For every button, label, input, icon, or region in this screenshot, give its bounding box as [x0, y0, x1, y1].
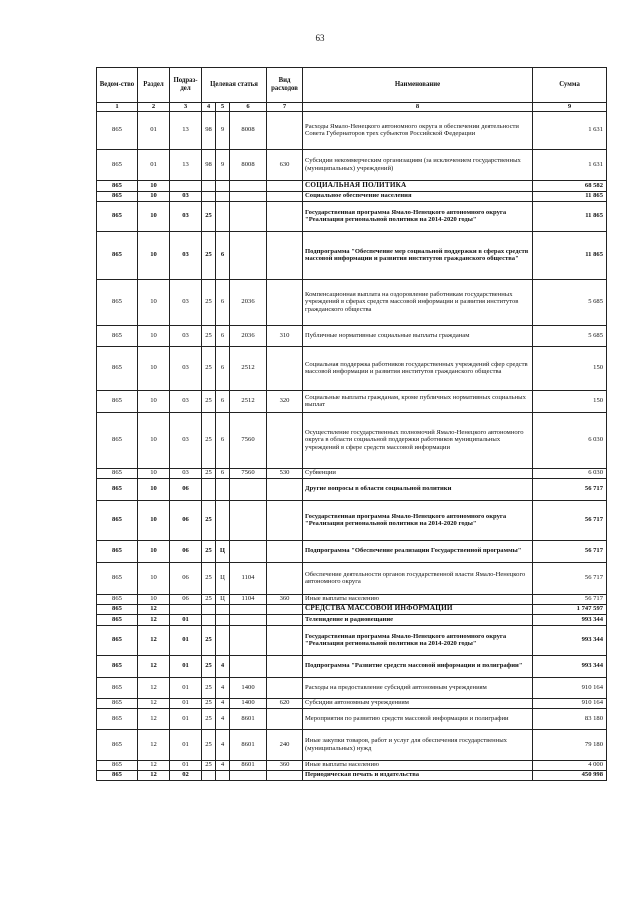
expense-type-cell: 360 [267, 594, 303, 604]
program-code-cell [202, 614, 216, 625]
article-code-cell: 2512 [230, 390, 267, 412]
article-code-cell [230, 614, 267, 625]
table-row [97, 201, 607, 231]
table-row [97, 468, 607, 478]
article-code-cell: 1104 [230, 594, 267, 604]
expense-type-cell [267, 412, 303, 468]
subprogram-code-cell [216, 625, 230, 655]
table-row [97, 412, 607, 468]
expense-type-cell [267, 604, 303, 614]
table-row [97, 614, 607, 625]
name-cell: Периодическая печать и издательства [303, 770, 533, 780]
expense-type-cell [267, 191, 303, 201]
vedomstvo-cell: 865 [97, 604, 138, 614]
program-code-cell: 25 [202, 655, 216, 677]
sum-cell: 150 [533, 346, 607, 390]
vedomstvo-cell: 865 [97, 468, 138, 478]
subprogram-code-cell: 6 [216, 279, 230, 325]
sum-cell: 1 631 [533, 111, 607, 149]
sum-cell: 5 685 [533, 325, 607, 346]
header-podrazdel: Подраз-дел [170, 68, 202, 103]
expense-type-cell: 310 [267, 325, 303, 346]
subprogram-code-cell: 4 [216, 698, 230, 708]
sum-cell: 56 717 [533, 594, 607, 604]
column-number: 6 [230, 103, 267, 112]
article-code-cell [230, 655, 267, 677]
razdel-cell: 10 [138, 346, 170, 390]
table-row [97, 478, 607, 500]
table-row [97, 540, 607, 562]
razdel-cell: 12 [138, 614, 170, 625]
page-number: 63 [315, 33, 325, 43]
article-code-cell [230, 770, 267, 780]
vedomstvo-cell: 865 [97, 729, 138, 760]
table-row [97, 111, 607, 149]
program-code-cell: 25 [202, 729, 216, 760]
expense-type-cell [267, 279, 303, 325]
program-code-cell [202, 191, 216, 201]
sum-cell: 83 180 [533, 708, 607, 729]
subprogram-code-cell: 6 [216, 231, 230, 279]
name-cell: Компенсационная выплата на оздоровление работникам государственных учреждений в сферах средств массовой информации и развития институтов гражданского общества [303, 279, 533, 325]
table-body [97, 111, 607, 780]
name-cell: Социальное обеспечение населения [303, 191, 533, 201]
expense-type-cell [267, 677, 303, 698]
expense-type-cell [267, 201, 303, 231]
razdel-cell: 12 [138, 604, 170, 614]
podrazdel-cell: 13 [170, 149, 202, 180]
podrazdel-cell: 03 [170, 325, 202, 346]
expense-type-cell [267, 346, 303, 390]
expense-type-cell [267, 478, 303, 500]
vedomstvo-cell: 865 [97, 201, 138, 231]
name-cell: Расходы Ямало-Ненецкого автономного округа в обеспечении деятельности Совета Губернаторов трех субъектов Российской Федерации [303, 111, 533, 149]
sum-cell: 910 164 [533, 677, 607, 698]
podrazdel-cell: 03 [170, 201, 202, 231]
name-cell: СРЕДСТВА МАССОВОЙ ИНФОРМАЦИИ [303, 604, 533, 614]
table-row [97, 149, 607, 180]
vedomstvo-cell: 865 [97, 760, 138, 770]
vedomstvo-cell: 865 [97, 149, 138, 180]
name-cell: Осуществление государственных полномочий Ямало-Ненецкого автономного округа в области социальной поддержки работников муниципальных учреждений в сфере средств массовой информации [303, 412, 533, 468]
subprogram-code-cell [216, 604, 230, 614]
program-code-cell: 25 [202, 562, 216, 594]
program-code-cell: 25 [202, 594, 216, 604]
podrazdel-cell [170, 604, 202, 614]
table-row [97, 390, 607, 412]
sum-cell: 11 865 [533, 191, 607, 201]
razdel-cell: 12 [138, 625, 170, 655]
expense-type-cell [267, 614, 303, 625]
name-cell: Телевидение и радиовещание [303, 614, 533, 625]
header-summa: Сумма [533, 68, 607, 103]
table-row [97, 655, 607, 677]
article-code-cell: 8601 [230, 760, 267, 770]
sum-cell: 993 344 [533, 655, 607, 677]
subprogram-code-cell: Ц [216, 540, 230, 562]
vedomstvo-cell: 865 [97, 562, 138, 594]
column-number: 1 [97, 103, 138, 112]
program-code-cell [202, 770, 216, 780]
sum-cell: 56 717 [533, 540, 607, 562]
article-code-cell: 8008 [230, 111, 267, 149]
subprogram-code-cell [216, 191, 230, 201]
razdel-cell: 10 [138, 191, 170, 201]
expense-type-cell [267, 625, 303, 655]
sum-cell: 56 717 [533, 562, 607, 594]
razdel-cell: 01 [138, 111, 170, 149]
program-code-cell: 98 [202, 111, 216, 149]
vedomstvo-cell: 865 [97, 677, 138, 698]
article-code-cell: 8601 [230, 729, 267, 760]
name-cell: Социальная поддержка работников государственных учреждений сфер средств массовой информации и развития институтов гражданского общества [303, 346, 533, 390]
program-code-cell [202, 604, 216, 614]
razdel-cell: 12 [138, 760, 170, 770]
table-row [97, 625, 607, 655]
vedomstvo-cell: 865 [97, 231, 138, 279]
program-code-cell [202, 478, 216, 500]
name-cell: Иные закупки товаров, работ и услуг для обеспечения государственных (муниципальных) нужд [303, 729, 533, 760]
podrazdel-cell: 02 [170, 770, 202, 780]
expense-type-cell [267, 655, 303, 677]
subprogram-code-cell: 4 [216, 677, 230, 698]
name-cell: Субсидии некоммерческим организациям (за исключением государственных (муниципальных) учреждений) [303, 149, 533, 180]
article-code-cell [230, 231, 267, 279]
article-code-cell: 2512 [230, 346, 267, 390]
vedomstvo-cell: 865 [97, 279, 138, 325]
razdel-cell: 12 [138, 770, 170, 780]
expense-type-cell [267, 708, 303, 729]
header-naimenovanie: Наименование [303, 68, 533, 103]
program-code-cell: 25 [202, 760, 216, 770]
expense-type-cell [267, 111, 303, 149]
name-cell: Государственная программа Ямало-Ненецкого автономного округа "Реализация региональной политики на 2014-2020 годы" [303, 625, 533, 655]
podrazdel-cell: 03 [170, 191, 202, 201]
subprogram-code-cell: Ц [216, 594, 230, 604]
article-code-cell [230, 191, 267, 201]
sum-cell: 11 865 [533, 201, 607, 231]
table-header [97, 68, 607, 112]
subprogram-code-cell: 9 [216, 149, 230, 180]
vedomstvo-cell: 865 [97, 478, 138, 500]
column-number: 8 [303, 103, 533, 112]
article-code-cell: 2036 [230, 325, 267, 346]
article-code-cell [230, 180, 267, 191]
razdel-cell: 10 [138, 540, 170, 562]
podrazdel-cell: 01 [170, 708, 202, 729]
name-cell: Обеспечение деятельности органов государственной власти Ямало-Ненецкого автономного округа [303, 562, 533, 594]
podrazdel-cell: 13 [170, 111, 202, 149]
razdel-cell: 10 [138, 390, 170, 412]
name-cell: Подпрограмма "Обеспечение мер социальной поддержки в сферах средств массовой информации и развития институтов гражданского общества" [303, 231, 533, 279]
name-cell: Государственная программа Ямало-Ненецкого автономного округа "Реализация региональной политики на 2014-2020 годы" [303, 201, 533, 231]
razdel-cell: 10 [138, 279, 170, 325]
table-row [97, 760, 607, 770]
header-vedomstvo: Ведом-ство [97, 68, 138, 103]
article-code-cell: 2036 [230, 279, 267, 325]
header-razdel: Раздел [138, 68, 170, 103]
podrazdel-cell: 01 [170, 698, 202, 708]
budget-table [96, 67, 607, 781]
vedomstvo-cell: 865 [97, 346, 138, 390]
subprogram-code-cell: 6 [216, 468, 230, 478]
program-code-cell: 25 [202, 708, 216, 729]
sum-cell: 11 865 [533, 231, 607, 279]
subprogram-code-cell [216, 201, 230, 231]
expense-type-cell [267, 562, 303, 594]
program-code-cell: 25 [202, 540, 216, 562]
podrazdel-cell: 03 [170, 468, 202, 478]
razdel-cell: 10 [138, 500, 170, 540]
subprogram-code-cell [216, 180, 230, 191]
vedomstvo-cell: 865 [97, 625, 138, 655]
name-cell: Иные выплаты населению [303, 760, 533, 770]
column-number: 9 [533, 103, 607, 112]
expense-type-cell [267, 540, 303, 562]
table-row [97, 325, 607, 346]
vedomstvo-cell: 865 [97, 500, 138, 540]
sum-cell: 993 344 [533, 625, 607, 655]
table-row [97, 231, 607, 279]
header-celevaya-statya: Целевая статья [202, 68, 267, 103]
vedomstvo-cell: 865 [97, 191, 138, 201]
program-code-cell: 25 [202, 500, 216, 540]
program-code-cell: 25 [202, 625, 216, 655]
name-cell: Государственная программа Ямало-Ненецкого автономного округа "Реализация региональной политики на 2014-2020 годы" [303, 500, 533, 540]
expense-type-cell: 240 [267, 729, 303, 760]
subprogram-code-cell: 6 [216, 325, 230, 346]
sum-cell: 56 717 [533, 500, 607, 540]
article-code-cell: 7560 [230, 412, 267, 468]
podrazdel-cell: 01 [170, 655, 202, 677]
sum-cell: 4 000 [533, 760, 607, 770]
razdel-cell: 10 [138, 412, 170, 468]
vedomstvo-cell: 865 [97, 770, 138, 780]
table-row [97, 698, 607, 708]
vedomstvo-cell: 865 [97, 655, 138, 677]
table-row [97, 191, 607, 201]
program-code-cell [202, 180, 216, 191]
podrazdel-cell: 03 [170, 279, 202, 325]
expense-type-cell: 630 [267, 149, 303, 180]
subprogram-code-cell: 4 [216, 708, 230, 729]
header-vid-rashodov: Вид расходов [267, 68, 303, 103]
program-code-cell: 25 [202, 231, 216, 279]
expense-type-cell [267, 231, 303, 279]
name-cell: Мероприятия по развитию средств массовой информации и полиграфии [303, 708, 533, 729]
sum-cell: 910 164 [533, 698, 607, 708]
subprogram-code-cell: 4 [216, 729, 230, 760]
name-cell: Публичные нормативные социальные выплаты гражданам [303, 325, 533, 346]
vedomstvo-cell: 865 [97, 708, 138, 729]
expense-type-cell [267, 770, 303, 780]
name-cell: Субвенции [303, 468, 533, 478]
program-code-cell: 25 [202, 325, 216, 346]
podrazdel-cell: 01 [170, 677, 202, 698]
sum-cell: 6 030 [533, 468, 607, 478]
subprogram-code-cell [216, 614, 230, 625]
table-row [97, 677, 607, 698]
razdel-cell: 10 [138, 180, 170, 191]
program-code-cell: 25 [202, 412, 216, 468]
razdel-cell: 10 [138, 201, 170, 231]
sum-cell: 150 [533, 390, 607, 412]
vedomstvo-cell: 865 [97, 325, 138, 346]
razdel-cell: 10 [138, 231, 170, 279]
table-row [97, 604, 607, 614]
vedomstvo-cell: 865 [97, 594, 138, 604]
column-number: 5 [216, 103, 230, 112]
razdel-cell: 01 [138, 149, 170, 180]
razdel-cell: 10 [138, 594, 170, 604]
subprogram-code-cell: Ц [216, 562, 230, 594]
vedomstvo-cell: 865 [97, 111, 138, 149]
podrazdel-cell: 06 [170, 540, 202, 562]
column-number-row [97, 103, 607, 112]
column-number: 4 [202, 103, 216, 112]
vedomstvo-cell: 865 [97, 390, 138, 412]
table-row [97, 279, 607, 325]
sum-cell: 68 582 [533, 180, 607, 191]
column-number: 2 [138, 103, 170, 112]
subprogram-code-cell [216, 500, 230, 540]
vedomstvo-cell: 865 [97, 698, 138, 708]
name-cell: Подпрограмма "Развитие средств массовой информации и полиграфии" [303, 655, 533, 677]
podrazdel-cell: 01 [170, 614, 202, 625]
article-code-cell: 8008 [230, 149, 267, 180]
razdel-cell: 12 [138, 729, 170, 760]
razdel-cell: 10 [138, 562, 170, 594]
subprogram-code-cell [216, 478, 230, 500]
article-code-cell [230, 500, 267, 540]
sum-cell: 1 747 597 [533, 604, 607, 614]
expense-type-cell: 360 [267, 760, 303, 770]
subprogram-code-cell: 6 [216, 346, 230, 390]
podrazdel-cell: 06 [170, 478, 202, 500]
program-code-cell: 25 [202, 346, 216, 390]
table-row [97, 500, 607, 540]
program-code-cell: 25 [202, 677, 216, 698]
vedomstvo-cell: 865 [97, 180, 138, 191]
expense-type-cell: 320 [267, 390, 303, 412]
program-code-cell: 25 [202, 201, 216, 231]
name-cell: Социальные выплаты гражданам, кроме публичных нормативных социальных выплат [303, 390, 533, 412]
program-code-cell: 25 [202, 468, 216, 478]
razdel-cell: 12 [138, 655, 170, 677]
name-cell: СОЦИАЛЬНАЯ ПОЛИТИКА [303, 180, 533, 191]
sum-cell: 6 030 [533, 412, 607, 468]
vedomstvo-cell: 865 [97, 614, 138, 625]
podrazdel-cell: 03 [170, 346, 202, 390]
podrazdel-cell: 06 [170, 562, 202, 594]
podrazdel-cell: 06 [170, 594, 202, 604]
program-code-cell: 25 [202, 279, 216, 325]
article-code-cell: 1104 [230, 562, 267, 594]
sum-cell: 993 344 [533, 614, 607, 625]
article-code-cell [230, 604, 267, 614]
table-row [97, 594, 607, 604]
podrazdel-cell: 03 [170, 390, 202, 412]
table-row [97, 562, 607, 594]
table-row [97, 346, 607, 390]
expense-type-cell: 530 [267, 468, 303, 478]
vedomstvo-cell: 865 [97, 540, 138, 562]
table-row [97, 180, 607, 191]
table-row [97, 770, 607, 780]
vedomstvo-cell: 865 [97, 412, 138, 468]
program-code-cell: 98 [202, 149, 216, 180]
program-code-cell: 25 [202, 698, 216, 708]
article-code-cell: 1400 [230, 698, 267, 708]
expense-type-cell [267, 500, 303, 540]
subprogram-code-cell: 4 [216, 655, 230, 677]
razdel-cell: 12 [138, 677, 170, 698]
razdel-cell: 10 [138, 468, 170, 478]
article-code-cell [230, 201, 267, 231]
name-cell: Другие вопросы в области социальной политики [303, 478, 533, 500]
name-cell: Подпрограмма "Обеспечение реализации Государственной программы" [303, 540, 533, 562]
subprogram-code-cell: 6 [216, 412, 230, 468]
article-code-cell [230, 478, 267, 500]
sum-cell: 79 180 [533, 729, 607, 760]
podrazdel-cell: 01 [170, 729, 202, 760]
podrazdel-cell: 06 [170, 500, 202, 540]
sum-cell: 450 998 [533, 770, 607, 780]
article-code-cell: 7560 [230, 468, 267, 478]
subprogram-code-cell: 9 [216, 111, 230, 149]
razdel-cell: 10 [138, 478, 170, 500]
razdel-cell: 10 [138, 325, 170, 346]
podrazdel-cell: 03 [170, 231, 202, 279]
sum-cell: 1 631 [533, 149, 607, 180]
article-code-cell: 8601 [230, 708, 267, 729]
sum-cell: 5 685 [533, 279, 607, 325]
program-code-cell: 25 [202, 390, 216, 412]
column-number: 7 [267, 103, 303, 112]
sum-cell: 56 717 [533, 478, 607, 500]
podrazdel-cell [170, 180, 202, 191]
table-row [97, 729, 607, 760]
name-cell: Расходы на предоставление субсидий автономным учреждениям [303, 677, 533, 698]
table-row [97, 708, 607, 729]
subprogram-code-cell: 4 [216, 760, 230, 770]
subprogram-code-cell [216, 770, 230, 780]
subprogram-code-cell: 6 [216, 390, 230, 412]
name-cell: Субсидии автономным учреждениям [303, 698, 533, 708]
podrazdel-cell: 01 [170, 760, 202, 770]
razdel-cell: 12 [138, 708, 170, 729]
podrazdel-cell: 01 [170, 625, 202, 655]
article-code-cell: 1400 [230, 677, 267, 698]
name-cell: Иные выплаты населению [303, 594, 533, 604]
expense-type-cell: 620 [267, 698, 303, 708]
column-number: 3 [170, 103, 202, 112]
article-code-cell [230, 540, 267, 562]
expense-type-cell [267, 180, 303, 191]
podrazdel-cell: 03 [170, 412, 202, 468]
article-code-cell [230, 625, 267, 655]
razdel-cell: 12 [138, 698, 170, 708]
